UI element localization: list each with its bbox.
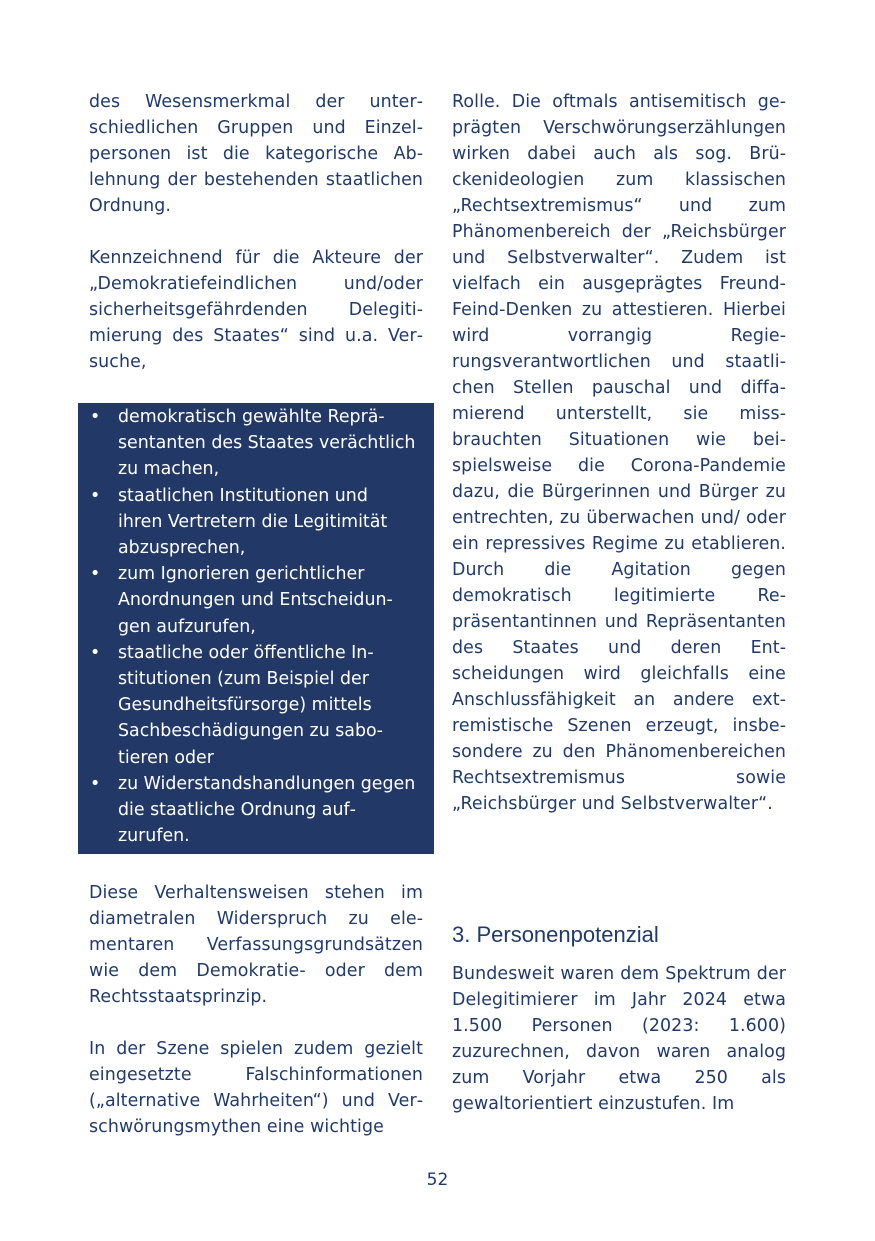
left-column-top <box>89 89 423 375</box>
paragraph-wesensmerkmal: des Wesensmerkmal der unterschiedlichen Gruppen und Einzelpersonen ist die kategorische Ablehnung der bestehenden staatlichen Ordnung. <box>89 92 423 216</box>
section-heading: 3. Personenpotenzial <box>452 922 659 947</box>
list-item <box>88 640 416 771</box>
list-item <box>88 561 416 640</box>
paragraph-verhaltensweisen: Diese Verhaltensweisen stehen im diametralen Widerspruch zu elementaren Verfassungsgrundsätzen wie dem Demokratie- oder dem Rechtsstaatsprinzip. <box>89 883 423 1007</box>
bullet-list <box>88 404 416 849</box>
list-item-text: demokratisch gewählte Repräsentanten des Staates verächtlich zu machen, <box>118 407 416 480</box>
bullet-icon: • <box>90 773 101 794</box>
list-item-text: zum Ignorieren gerichtlicher Anordnungen und Entscheidungen aufzurufen, <box>118 564 393 637</box>
paragraph-rolle: Rolle. Die oftmals antisemitisch geprägten Verschwörungserzählungen wirken dabei auch als sog. Brückenideologien zum klassischen „Rechtsextremismus“ und zum Phänomenbereich der „Reichsbürger und Selbstverwalter“. Zudem ist vielfach ein ausgeprägtes Freund-Feind-Denken zu attestieren. Hierbei wird vorrangig Regierungsverantwortlichen und staatlichen Stellen pauschal und diffamierend unterstellt, sie missbrauchten Situationen wie beispielsweise die Corona-Pandemie dazu, die Bürgerinnen und Bürger zu entrechten, zu überwachen und/ oder ein repressives Regime zu etablieren. Durch die Agitation gegen demokratisch legitimierte Repräsentantinnen und Repräsentanten des Staates und deren Entscheidungen wird gleichfalls eine Anschlussfähigkeit an andere extremistische Szenen erzeugt, insbesondere zu den Phänomenbereichen Rechtsextremismus sowie „Reichsbürger und Selbstverwalter“. <box>452 92 786 814</box>
list-item <box>88 771 416 850</box>
list-item-text: zu Widerstandshandlungen gegen die staatliche Ordnung aufzurufen. <box>118 773 416 847</box>
highlight-box <box>78 403 434 854</box>
bullet-icon: • <box>90 564 101 585</box>
list-item <box>88 404 416 483</box>
paragraph-kennzeichnend: Kennzeichnend für die Akteure der „Demokratiefeindlichen und/oder sicherheitsgefährdenden Delegitimierung des Staates“ sind u.a. Versuche, <box>89 248 423 372</box>
list-item <box>88 483 416 562</box>
paragraph-bundesweit: Bundesweit waren dem Spektrum der Delegitimierer im Jahr 2024 etwa 1.500 Personen (2023: 1.600) zuzurechnen, davon waren analog zum Vorjahr etwa 250 als gewaltorientiert einzustufen. Im <box>452 964 786 1114</box>
right-column-top <box>452 89 786 817</box>
page-number: 52 <box>426 1170 449 1190</box>
right-column-bottom <box>452 961 786 1117</box>
bullet-icon: • <box>90 485 101 506</box>
list-item-text: staatlichen Institutionen und ihren Vertretern die Legitimität abzusprechen, <box>118 485 388 559</box>
bullet-icon: • <box>90 407 101 427</box>
paragraph-szene: In der Szene spielen zudem gezielt eingesetzte Falschinformationen („alternative Wahrheiten“) und Verschwörungsmythen eine wichtige <box>89 1039 423 1137</box>
left-column-bottom <box>89 880 423 1140</box>
bullet-icon: • <box>90 642 101 663</box>
list-item-text: staatliche oder öffentliche Institutionen (zum Beispiel der Gesundheitsfürsorge) mittels Sachbeschädigungen zu sabotieren oder <box>118 642 383 768</box>
